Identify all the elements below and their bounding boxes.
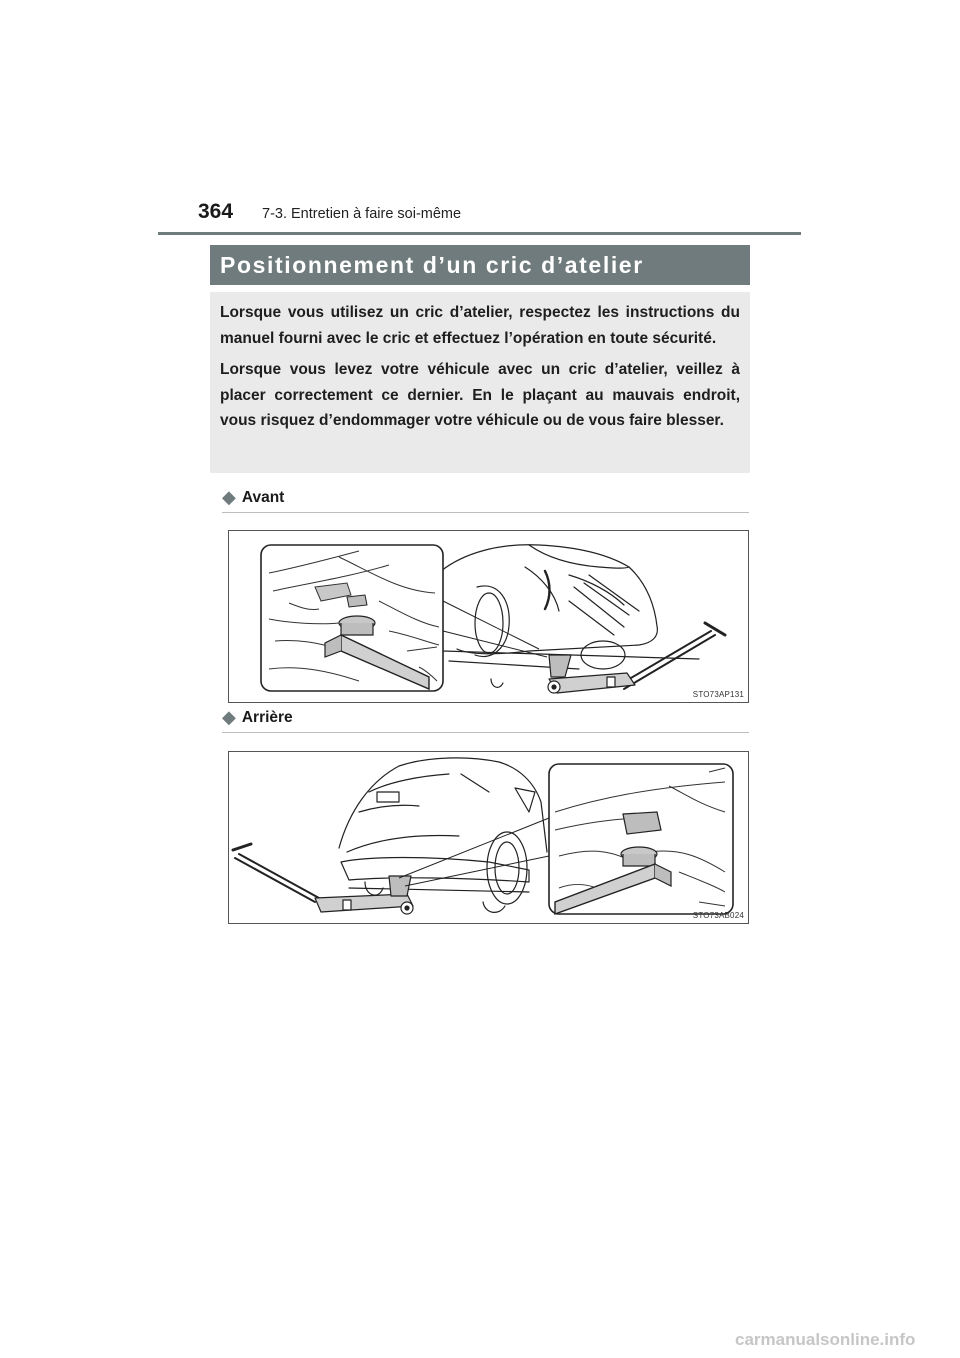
intro-paragraph-2: Lorsque vous levez votre véhicule avec un cric d’atelier, veillez à placer correctement ce dernier. En le plaçant au mauvais endroit, vous risquez d’endommager votre véhicule ou de vous faire blesser. <box>220 361 740 429</box>
rear-figure-code: STO73AB024 <box>692 911 744 920</box>
front-figure-code: STO73AP131 <box>692 690 744 699</box>
page-number: 364 <box>198 200 234 223</box>
intro-box <box>210 292 750 473</box>
front-figure <box>228 530 749 703</box>
front-jack-illustration <box>229 531 749 703</box>
intro-paragraph-1: Lorsque vous utilisez un cric d’atelier, respectez les instructions du manuel fourni avec le cric et effectuez l’opération en toute sécurité. <box>220 304 740 347</box>
header-rule <box>158 232 801 235</box>
section-reference: 7-3. Entretien à faire soi-même <box>262 206 462 222</box>
watermark: carmanualsonline.info <box>735 1330 916 1349</box>
diamond-bullet-icon: ◆ <box>222 707 236 727</box>
rear-jack-illustration <box>229 752 749 924</box>
section-title: Positionnement d’un cric d’atelier <box>220 252 644 278</box>
front-heading <box>222 486 749 513</box>
rear-heading <box>222 706 749 733</box>
rear-figure <box>228 751 749 924</box>
front-heading-label: Avant <box>241 489 285 506</box>
section-title-bar <box>210 245 750 285</box>
rear-heading-label: Arrière <box>241 709 293 726</box>
diamond-bullet-icon: ◆ <box>222 487 236 507</box>
